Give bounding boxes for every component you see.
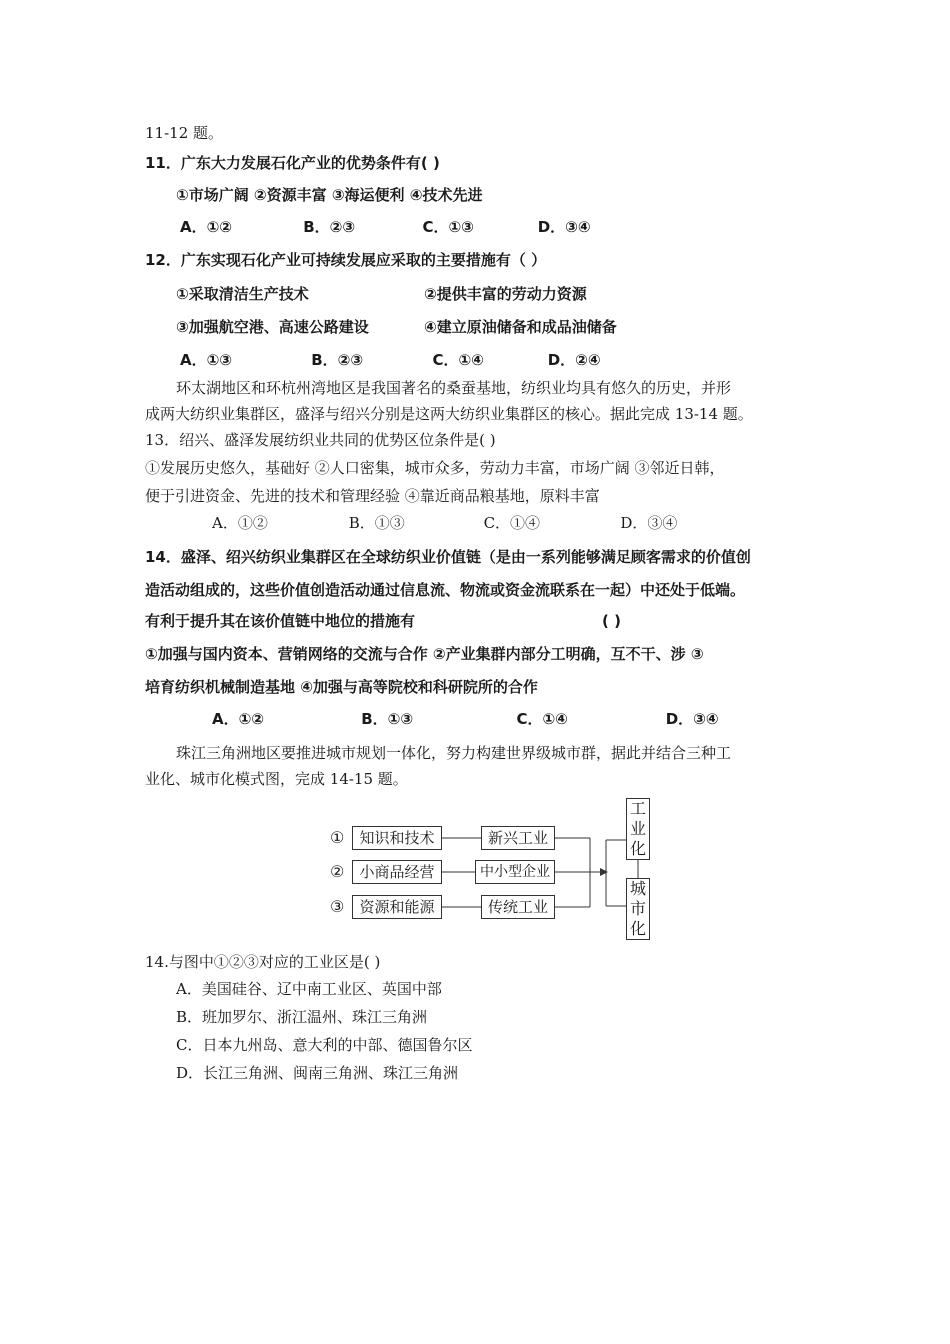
row2-right-box: 中小型企业	[475, 860, 555, 884]
row1-number: ①	[330, 828, 345, 847]
row2-number: ②	[330, 862, 345, 881]
q11-options	[180, 216, 591, 238]
q14a-line4: ①加强与国内资本、营销网络的交流与合作 ②产业集群内部分工明确，互不干、涉 ③	[145, 645, 704, 663]
q11-option-d: D．③④	[537, 218, 591, 236]
industrialization-box: 工业化	[626, 798, 650, 860]
q11-stem: 11．广东大力发展石化产业的优势条件有( )	[145, 154, 440, 172]
q13-option-a: A．①②	[212, 514, 268, 532]
row1-left-box: 知识和技术	[352, 826, 442, 850]
q11-items: ①市场广阔 ②资源丰富 ③海运便利 ④技术先进	[176, 186, 483, 204]
q13-stem: 13．绍兴、盛泽发展纺织业共同的优势区位条件是( )	[145, 431, 496, 449]
q12-stem: 12．广东实现石化产业可持续发展应采取的主要措施有（ ）	[145, 251, 547, 269]
q11-option-b: B．②③	[303, 218, 356, 236]
row3-number: ③	[330, 897, 345, 916]
q14a-paren: ( )	[602, 612, 621, 630]
q14b-option-a: A．美国硅谷、辽中南工业区、英国中部	[176, 980, 442, 998]
q11-option-c: C．①③	[422, 218, 474, 236]
q14b-option-d: D．长江三角洲、闽南三角洲、珠江三角洲	[176, 1064, 459, 1082]
passage2-line1: 珠江三角洲地区要推进城市规划一体化，努力构建世界级城市群，据此并结合三种工	[176, 744, 732, 762]
q14a-option-a: A．①②	[212, 710, 265, 728]
q14a-line1: 14．盛泽、绍兴纺织业集群区在全球纺织业价值链（是由一系列能够满足顾客需求的价值创	[145, 548, 751, 566]
q14a-line2: 造活动组成的，这些价值创造活动通过信息流、物流或资金流联系在一起）中还处于低端。	[145, 581, 746, 599]
row3-right-box: 传统工业	[481, 895, 555, 919]
q12-option-c: C．①④	[432, 351, 484, 369]
q13-line1: ①发展历史悠久，基础好 ②人口密集，城市众多，劳动力丰富，市场广阔 ③邻近日韩，	[145, 459, 725, 477]
q14a-option-d: D．③④	[665, 710, 719, 728]
q14a-options	[212, 708, 719, 730]
q12-item1: ①采取清洁生产技术	[176, 285, 309, 303]
row2-left-box: 小商品经营	[352, 860, 442, 884]
q14a-line5: 培育纺织机械制造基地 ④加强与高等院校和科研院所的合作	[145, 678, 538, 696]
q14a-line3: 有利于提升其在该价值链中地位的措施有	[145, 612, 416, 630]
industrialization-diagram	[330, 796, 650, 940]
q12-item4: ④建立原油储备和成品油储备	[424, 318, 617, 336]
q13-option-d: D．③④	[620, 514, 678, 532]
urbanization-box: 城市化	[626, 878, 650, 940]
q13-option-c: C．①④	[483, 514, 541, 532]
passage1-line2: 成两大纺织业集群区，盛泽与绍兴分别是这两大纺织业集群区的核心。据此完成 13-14 题。	[145, 405, 753, 423]
passage2-line2: 业化、城市化模式图，完成 14-15 题。	[145, 770, 408, 788]
q13-options	[212, 512, 677, 534]
q13-option-b: B．①③	[348, 514, 405, 532]
q14b-stem: 14.与图中①②③对应的工业区是( )	[145, 953, 381, 971]
passage1-line1: 环太湖地区和环杭州湾地区是我国著名的桑蚕基地，纺织业均具有悠久的历史，并形	[176, 379, 732, 397]
q12-option-b: B．②③	[311, 351, 364, 369]
q14a-option-c: C．①④	[516, 710, 568, 728]
q12-item2: ②提供丰富的劳动力资源	[424, 285, 587, 303]
q14a-option-b: B．①③	[361, 710, 414, 728]
q13-line2: 便于引进资金、先进的技术和管理经验 ④靠近商品粮基地，原料丰富	[145, 487, 600, 505]
row3-left-box: 资源和能源	[352, 895, 442, 919]
q12-item3: ③加强航空港、高速公路建设	[176, 318, 369, 336]
q12-option-d: D．②④	[547, 351, 601, 369]
intro-line: 11-12 题。	[145, 124, 224, 142]
q12-options	[180, 349, 601, 371]
q14b-option-b: B．班加罗尔、浙江温州、珠江三角洲	[176, 1008, 428, 1026]
arrow-head	[600, 868, 608, 876]
q11-option-a: A．①②	[180, 218, 233, 236]
q14b-option-c: C．日本九州岛、意大利的中部、德国鲁尔区	[176, 1036, 473, 1054]
q12-option-a: A．①③	[180, 351, 233, 369]
row1-right-box: 新兴工业	[481, 826, 555, 850]
